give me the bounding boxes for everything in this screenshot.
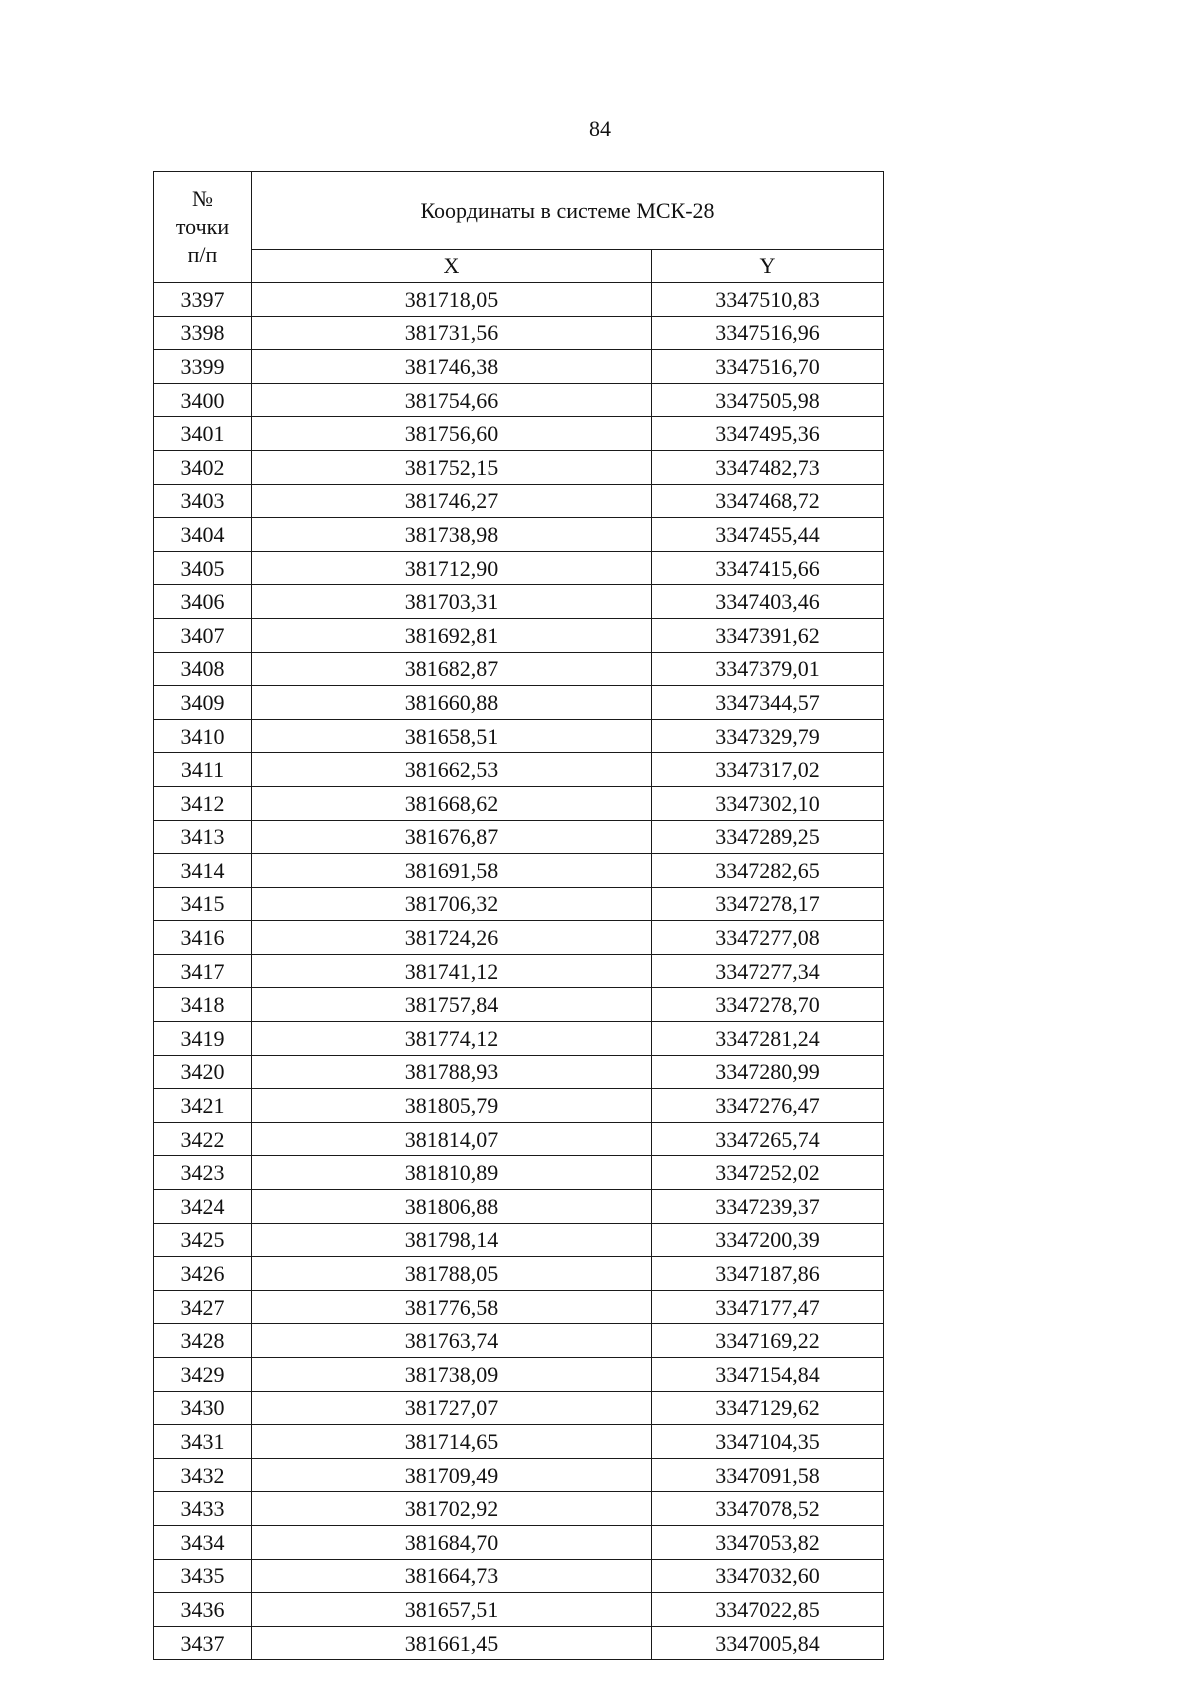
table-row [154, 484, 884, 518]
table-row [154, 1425, 884, 1459]
y-coordinate-cell: 3347277,34 [652, 954, 884, 988]
x-column-header: X [252, 250, 652, 283]
point-number-cell: 3417 [154, 954, 252, 988]
table-row [154, 1290, 884, 1324]
x-coordinate-cell: 381756,60 [252, 417, 652, 451]
y-coordinate-cell: 3347277,08 [652, 921, 884, 955]
y-coordinate-cell: 3347104,35 [652, 1425, 884, 1459]
x-coordinate-cell: 381657,51 [252, 1593, 652, 1627]
point-number-cell: 3413 [154, 820, 252, 854]
table-row [154, 786, 884, 820]
y-coordinate-cell: 3347005,84 [652, 1626, 884, 1660]
y-coordinate-cell: 3347154,84 [652, 1358, 884, 1392]
table-row [154, 921, 884, 955]
y-coordinate-cell: 3347022,85 [652, 1593, 884, 1627]
y-coordinate-cell: 3347415,66 [652, 551, 884, 585]
page-number: 84 [589, 116, 611, 141]
x-coordinate-cell: 381776,58 [252, 1290, 652, 1324]
table-row [154, 1492, 884, 1526]
table-row [154, 1089, 884, 1123]
x-coordinate-cell: 381798,14 [252, 1223, 652, 1257]
table-row [154, 719, 884, 753]
point-number-header-line: п/п [187, 242, 218, 267]
x-coordinate-cell: 381731,56 [252, 316, 652, 350]
point-number-cell: 3434 [154, 1525, 252, 1559]
x-coordinate-cell: 381741,12 [252, 954, 652, 988]
table-row [154, 988, 884, 1022]
table-body [154, 283, 884, 1660]
x-coordinate-cell: 381692,81 [252, 618, 652, 652]
y-coordinate-cell: 3347329,79 [652, 719, 884, 753]
table-row [154, 652, 884, 686]
x-coordinate-cell: 381724,26 [252, 921, 652, 955]
y-coordinate-cell: 3347505,98 [652, 383, 884, 417]
y-coordinate-cell: 3347265,74 [652, 1122, 884, 1156]
table-row [154, 1122, 884, 1156]
table-row [154, 1559, 884, 1593]
y-coordinate-cell: 3347344,57 [652, 686, 884, 720]
table-row [154, 1257, 884, 1291]
y-coordinate-cell: 3347510,83 [652, 283, 884, 317]
point-number-cell: 3426 [154, 1257, 252, 1291]
table-row [154, 753, 884, 787]
point-number-cell: 3415 [154, 887, 252, 921]
coordinates-system-header: Координаты в системе МСК-28 [252, 172, 884, 250]
point-number-cell: 3402 [154, 450, 252, 484]
y-coordinate-cell: 3347187,86 [652, 1257, 884, 1291]
x-coordinate-cell: 381691,58 [252, 854, 652, 888]
x-coordinate-cell: 381754,66 [252, 383, 652, 417]
y-coordinate-cell: 3347129,62 [652, 1391, 884, 1425]
x-coordinate-cell: 381763,74 [252, 1324, 652, 1358]
x-coordinate-cell: 381738,09 [252, 1358, 652, 1392]
point-number-cell: 3430 [154, 1391, 252, 1425]
table-row [154, 1055, 884, 1089]
point-number-header-line: точки [175, 214, 230, 239]
y-coordinate-cell: 3347391,62 [652, 618, 884, 652]
table-row [154, 686, 884, 720]
table-row [154, 1593, 884, 1627]
x-coordinate-cell: 381662,53 [252, 753, 652, 787]
y-coordinate-cell: 3347516,96 [652, 316, 884, 350]
table-row [154, 383, 884, 417]
table-row [154, 1358, 884, 1392]
point-number-cell: 3411 [154, 753, 252, 787]
coordinates-table [153, 171, 884, 1660]
table-row [154, 1223, 884, 1257]
point-number-cell: 3407 [154, 618, 252, 652]
point-number-cell: 3435 [154, 1559, 252, 1593]
y-coordinate-cell: 3347516,70 [652, 350, 884, 384]
point-number-header [154, 172, 252, 283]
y-coordinate-cell: 3347289,25 [652, 820, 884, 854]
point-number-cell: 3410 [154, 719, 252, 753]
point-number-cell: 3418 [154, 988, 252, 1022]
table-row [154, 820, 884, 854]
point-number-cell: 3433 [154, 1492, 252, 1526]
point-number-cell: 3422 [154, 1122, 252, 1156]
x-coordinate-cell: 381703,31 [252, 585, 652, 619]
y-coordinate-cell: 3347278,17 [652, 887, 884, 921]
point-number-cell: 3423 [154, 1156, 252, 1190]
x-coordinate-cell: 381712,90 [252, 551, 652, 585]
x-coordinate-cell: 381714,65 [252, 1425, 652, 1459]
y-coordinate-cell: 3347482,73 [652, 450, 884, 484]
point-number-header-line: № [192, 186, 213, 211]
x-coordinate-cell: 381738,98 [252, 518, 652, 552]
x-coordinate-cell: 381664,73 [252, 1559, 652, 1593]
x-coordinate-cell: 381746,27 [252, 484, 652, 518]
y-coordinate-cell: 3347200,39 [652, 1223, 884, 1257]
point-number-cell: 3412 [154, 786, 252, 820]
table-row [154, 618, 884, 652]
point-number-cell: 3429 [154, 1358, 252, 1392]
x-coordinate-cell: 381660,88 [252, 686, 652, 720]
y-coordinate-cell: 3347276,47 [652, 1089, 884, 1123]
point-number-cell: 3432 [154, 1458, 252, 1492]
point-number-cell: 3431 [154, 1425, 252, 1459]
x-coordinate-cell: 381806,88 [252, 1190, 652, 1224]
y-coordinate-cell: 3347281,24 [652, 1022, 884, 1056]
table-row [154, 1391, 884, 1425]
x-coordinate-cell: 381706,32 [252, 887, 652, 921]
x-coordinate-cell: 381814,07 [252, 1122, 652, 1156]
table-row [154, 1626, 884, 1660]
table-row [154, 450, 884, 484]
y-coordinate-cell: 3347169,22 [652, 1324, 884, 1358]
table-row [154, 1156, 884, 1190]
point-number-cell: 3419 [154, 1022, 252, 1056]
x-coordinate-cell: 381757,84 [252, 988, 652, 1022]
point-number-cell: 3420 [154, 1055, 252, 1089]
y-coordinate-cell: 3347278,70 [652, 988, 884, 1022]
table-row [154, 1525, 884, 1559]
y-coordinate-cell: 3347239,37 [652, 1190, 884, 1224]
point-number-cell: 3397 [154, 283, 252, 317]
point-number-cell: 3425 [154, 1223, 252, 1257]
x-coordinate-cell: 381788,93 [252, 1055, 652, 1089]
point-number-cell: 3416 [154, 921, 252, 955]
point-number-cell: 3398 [154, 316, 252, 350]
y-coordinate-cell: 3347403,46 [652, 585, 884, 619]
x-coordinate-cell: 381684,70 [252, 1525, 652, 1559]
point-number-cell: 3436 [154, 1593, 252, 1627]
point-number-cell: 3428 [154, 1324, 252, 1358]
x-coordinate-cell: 381709,49 [252, 1458, 652, 1492]
point-number-cell: 3414 [154, 854, 252, 888]
table-row [154, 551, 884, 585]
x-coordinate-cell: 381774,12 [252, 1022, 652, 1056]
x-coordinate-cell: 381682,87 [252, 652, 652, 686]
table-row [154, 350, 884, 384]
x-coordinate-cell: 381727,07 [252, 1391, 652, 1425]
point-number-cell: 3401 [154, 417, 252, 451]
y-coordinate-cell: 3347317,02 [652, 753, 884, 787]
y-coordinate-cell: 3347302,10 [652, 786, 884, 820]
x-coordinate-cell: 381702,92 [252, 1492, 652, 1526]
point-number-cell: 3421 [154, 1089, 252, 1123]
table-row [154, 585, 884, 619]
x-coordinate-cell: 381718,05 [252, 283, 652, 317]
point-number-cell: 3405 [154, 551, 252, 585]
x-coordinate-cell: 381661,45 [252, 1626, 652, 1660]
y-coordinate-cell: 3347078,52 [652, 1492, 884, 1526]
point-number-cell: 3404 [154, 518, 252, 552]
point-number-cell: 3437 [154, 1626, 252, 1660]
y-coordinate-cell: 3347091,58 [652, 1458, 884, 1492]
y-coordinate-cell: 3347280,99 [652, 1055, 884, 1089]
y-coordinate-cell: 3347032,60 [652, 1559, 884, 1593]
x-coordinate-cell: 381658,51 [252, 719, 652, 753]
x-coordinate-cell: 381810,89 [252, 1156, 652, 1190]
y-coordinate-cell: 3347252,02 [652, 1156, 884, 1190]
table-row [154, 954, 884, 988]
table-row [154, 1324, 884, 1358]
y-coordinate-cell: 3347053,82 [652, 1525, 884, 1559]
x-coordinate-cell: 381746,38 [252, 350, 652, 384]
y-coordinate-cell: 3347379,01 [652, 652, 884, 686]
table-row [154, 283, 884, 317]
x-coordinate-cell: 381752,15 [252, 450, 652, 484]
x-coordinate-cell: 381668,62 [252, 786, 652, 820]
y-coordinate-cell: 3347282,65 [652, 854, 884, 888]
point-number-cell: 3403 [154, 484, 252, 518]
y-coordinate-cell: 3347177,47 [652, 1290, 884, 1324]
point-number-cell: 3399 [154, 350, 252, 384]
point-number-cell: 3424 [154, 1190, 252, 1224]
point-number-cell: 3427 [154, 1290, 252, 1324]
y-coordinate-cell: 3347455,44 [652, 518, 884, 552]
x-coordinate-cell: 381805,79 [252, 1089, 652, 1123]
table-row [154, 854, 884, 888]
table-row [154, 417, 884, 451]
table-row [154, 1458, 884, 1492]
y-coordinate-cell: 3347495,36 [652, 417, 884, 451]
point-number-cell: 3409 [154, 686, 252, 720]
x-coordinate-cell: 381788,05 [252, 1257, 652, 1291]
table-row [154, 316, 884, 350]
y-coordinate-cell: 3347468,72 [652, 484, 884, 518]
point-number-cell: 3408 [154, 652, 252, 686]
y-column-header: Y [652, 250, 884, 283]
point-number-cell: 3406 [154, 585, 252, 619]
point-number-cell: 3400 [154, 383, 252, 417]
x-coordinate-cell: 381676,87 [252, 820, 652, 854]
table-row [154, 1022, 884, 1056]
table-row [154, 887, 884, 921]
table-row [154, 1190, 884, 1224]
table-row [154, 518, 884, 552]
